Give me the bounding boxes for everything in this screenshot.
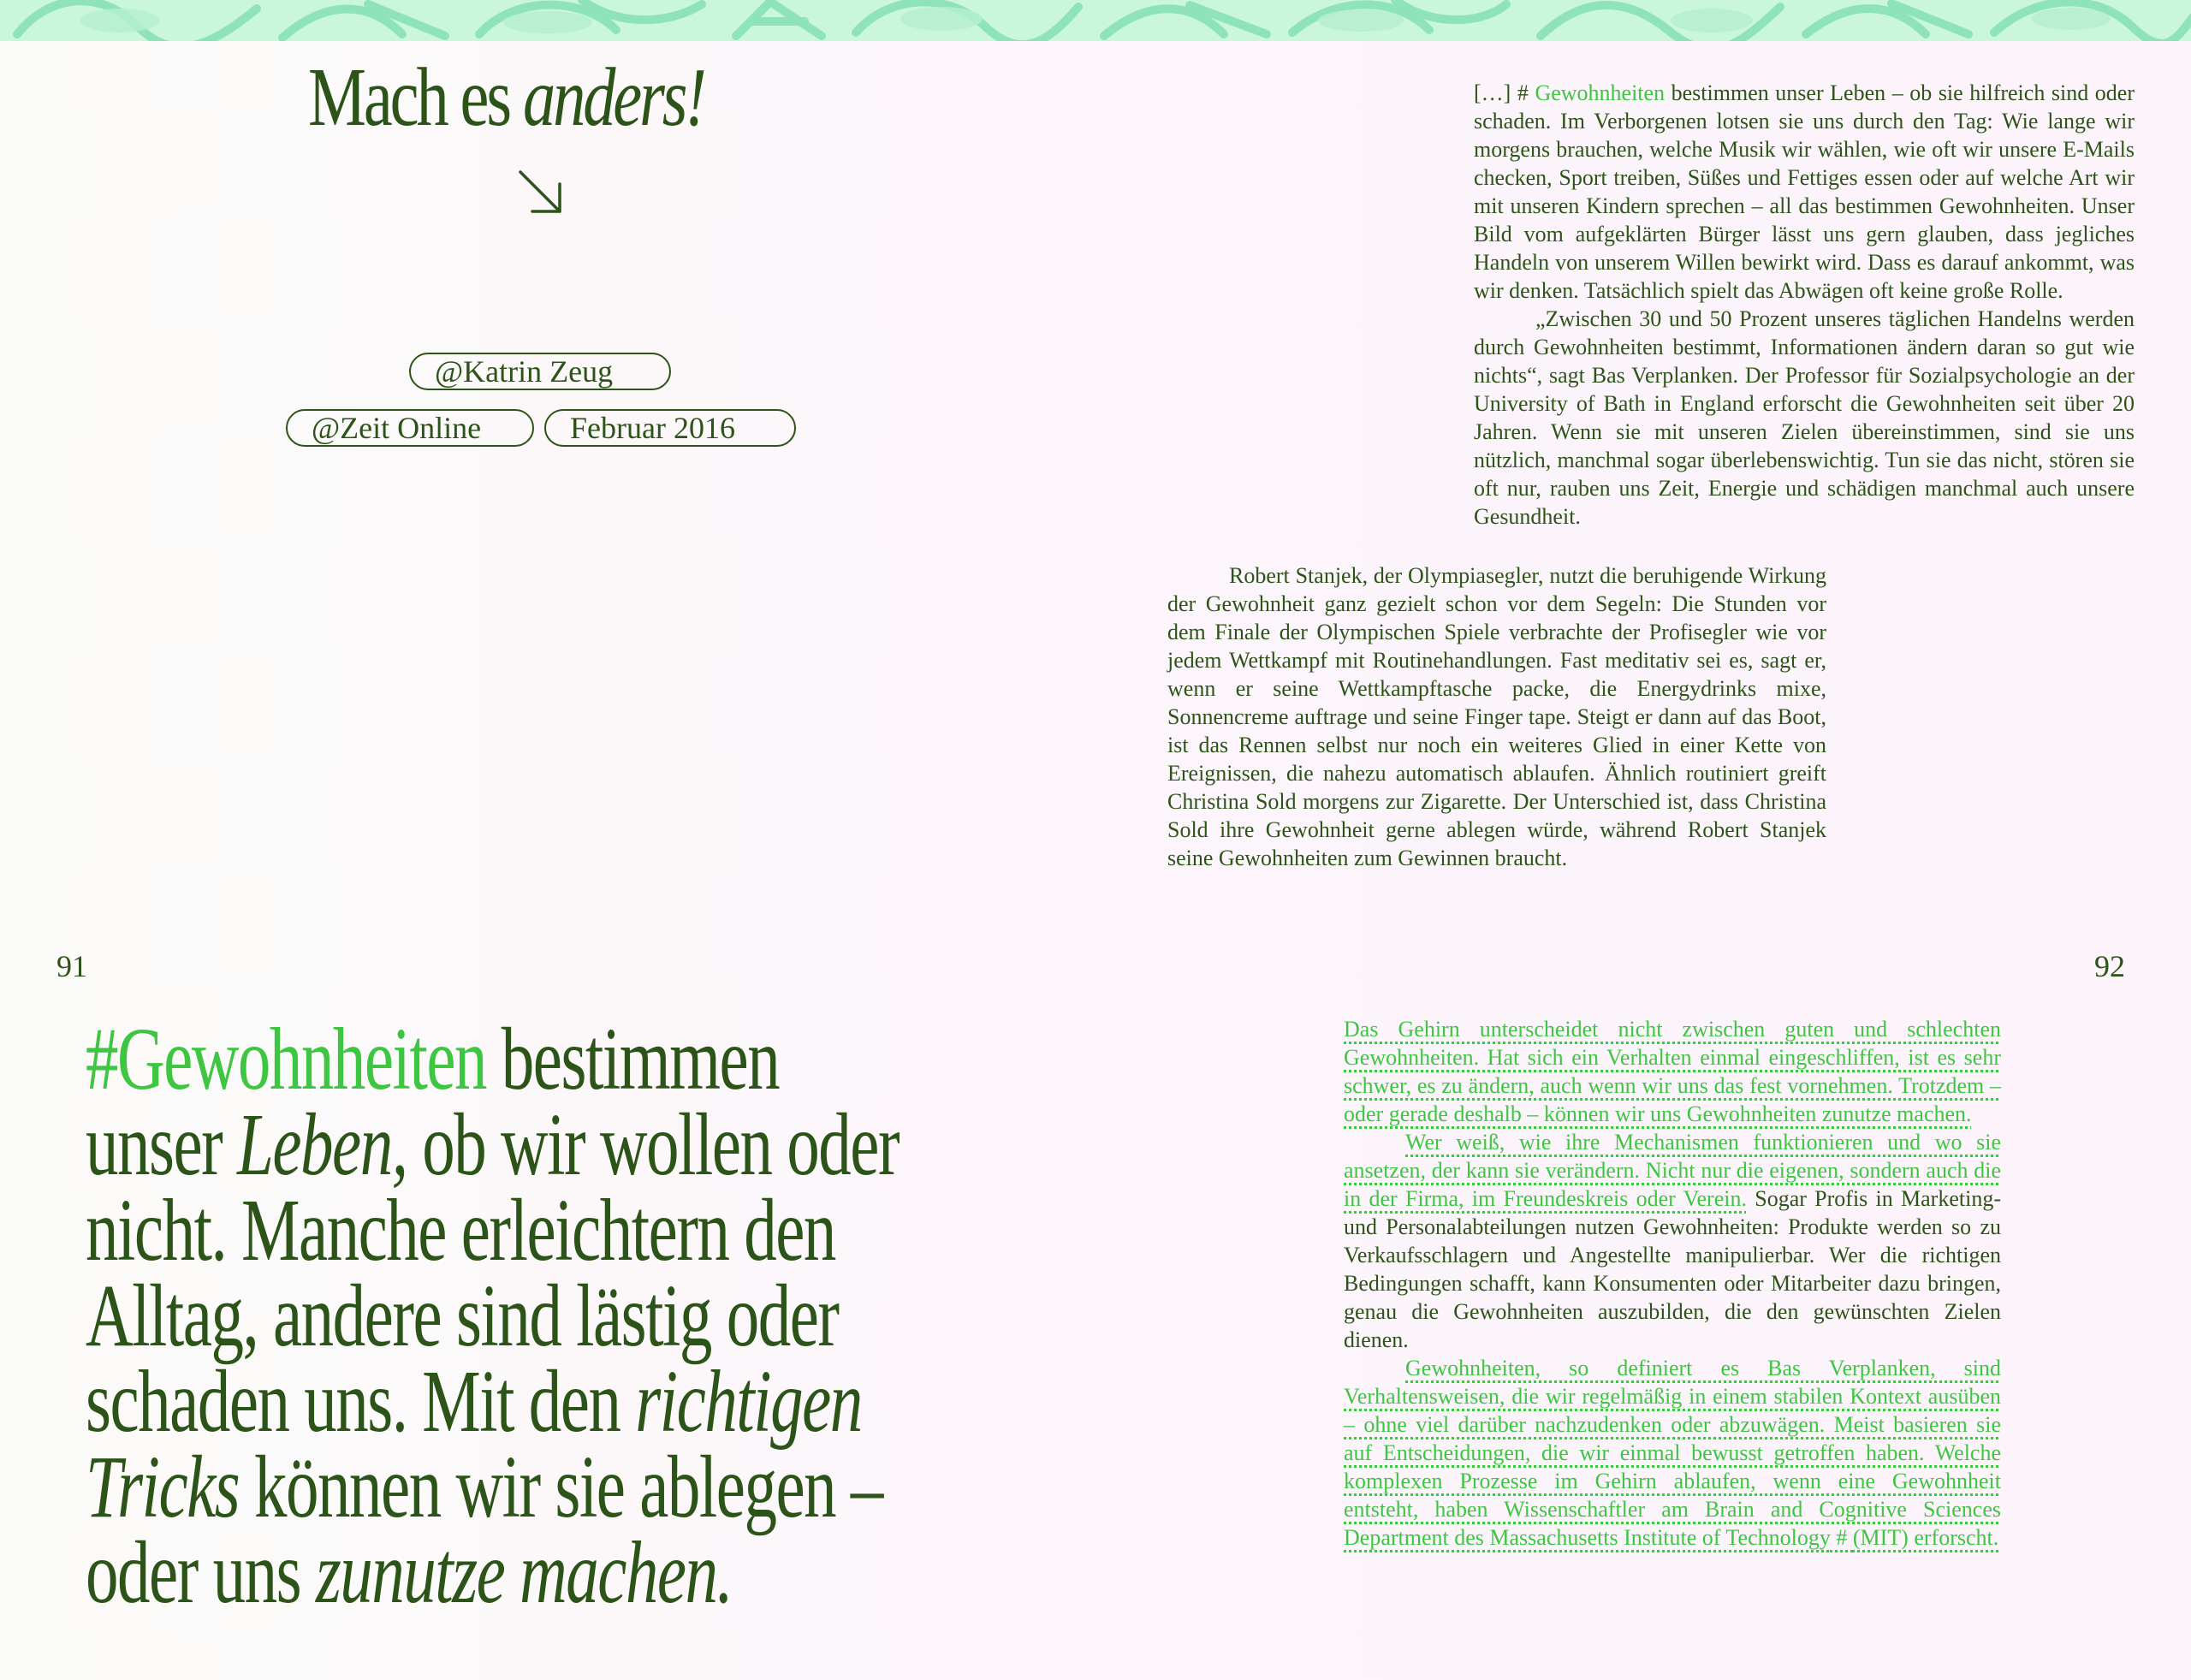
- pull-quote-italic: richtigen: [635, 1352, 862, 1451]
- article-bottom-column: [1344, 1015, 2001, 1552]
- pull-quote-text: schaden uns. Mit den: [86, 1352, 636, 1451]
- highlighted-text: (MIT) erforscht.: [1852, 1525, 1999, 1550]
- page-number-right: 92: [2094, 949, 2125, 983]
- article-paragraph: [1344, 1128, 2001, 1354]
- bracket-hash: […] #: [1474, 80, 1535, 105]
- hashtag-link[interactable]: Gewohnheiten: [1535, 80, 1666, 105]
- article-paragraph: [1474, 79, 2135, 305]
- highlighted-text: Wer weiß, wie ihre Mechanismen funktionieren und wo sie ansetzen, der kann sie verändern. Nicht nur die eigenen, sondern auch die in der Firma, im Freundeskreis oder Verein.: [1344, 1130, 2001, 1211]
- article-paragraph: „Zwischen 30 und 50 Prozent unseres täglichen Handelns werden durch Gewohnheiten bestimmt, Informationen ändern daran so gut wie nichts“, sagt Bas Verplanken. Der Professor für Sozialpsychologie an der University of Bath in England erforscht die Gewohnheiten seit über 20 Jahren. Wenn sie mit unseren Zielen übereinstimmen, sind sie uns nützlich, manchmal sogar überlebenswichtig. Tun sie das nicht, stören sie oft nur, rauben uns Zeit, Energie und schädigen manchmal auch unsere Gesundheit.: [1474, 306, 2135, 529]
- pull-quote: [86, 1010, 900, 1622]
- highlighted-text: Gewohnheiten, so definiert es Bas Verplanken, sind Verhaltensweisen, die wir regelmäßig in einem stabilen Kontext ausüben – ohne viel darüber nachzudenken oder abzuwägen. Meist basieren sie auf Entscheidungen, die wir einmal bewusst getroffen haben. Welche komplexen Prozesse im Gehirn ablaufen, wenn eine Gewohnheit entsteht, haben Wissenschaftler am Brain and Cognitive Sciences Department des Massachusetts Institute of Technology: [1344, 1356, 2001, 1550]
- pull-quote-italic: Tricks: [86, 1438, 240, 1536]
- title-main: Mach es: [308, 51, 523, 144]
- page-number-left: 91: [56, 949, 87, 983]
- highlighted-text: Das Gehirn unterscheidet nicht zwischen guten und schlechten Gewohnheiten. Hat sich ein Verhalten einmal eingeschliffen, ist es sehr schwer, es zu ändern, auch wenn wir uns das fest vornehmen. Trotzdem – oder gerade deshalb – können wir uns Gewohnheiten zunutze machen.: [1344, 1017, 2001, 1126]
- article-paragraph: [1344, 1354, 2001, 1552]
- pull-quote-line: [86, 1352, 877, 1451]
- page-title: [308, 50, 704, 145]
- article-paragraph: Robert Stanjek, der Olympiasegler, nutzt die beruhigende Wirkung der Gewohnheit ganz gezielt schon vor dem Segeln: Die Stunden vor dem Finale der Olympischen Spiele verbrachte der Profisegler wie vor jedem Wettkampf mit Routinehandlungen. Fast meditativ sei es, sagt er, wenn er seine Wettkampftasche packe, die Energydrinks mixe, Sonnencreme auftrage und seine Finger tape. Steigt er dann auf das Boot, ist das Rennen selbst nur noch ein weiteres Glied in einer Kette von Ereignissen, die nahezu automatisch ablaufen. Ähnlich routiniert greift Christina Sold morgens zur Zigarette. Der Unterschied ist, dass Christina Sold ihre Gewohnheit gerne ablegen würde, während Robert Stanjek seine Gewohnheiten zum Gewinnen braucht.: [1167, 563, 1826, 870]
- pull-quote-line: [86, 1438, 882, 1536]
- pull-quote-italic: zunutze machen.: [315, 1523, 733, 1622]
- pull-quote-text: können wir sie ablegen –: [239, 1438, 882, 1536]
- decorative-lettering-graphic: [0, 0, 2191, 41]
- pull-quote-line: Alltag, andere sind lästig oder: [86, 1267, 839, 1365]
- pull-quote-text: ob wir wollen oder: [407, 1095, 900, 1194]
- author-tag: @Katrin Zeug: [409, 353, 671, 390]
- title-italic: anders!: [522, 51, 704, 144]
- source-tag: @Zeit Online: [286, 409, 534, 447]
- article-paragraph: [1344, 1015, 2001, 1128]
- pull-quote-line: [86, 1095, 900, 1194]
- pull-quote-text: oder uns: [86, 1523, 316, 1622]
- paragraph-text: Sogar Profis in Marketing- und Personalabteilungen nutzen Gewohnheiten: Produkte werden so zu Verkaufsschlagern und Angestellte manipulierbar. Wer die richtigen Bedingungen schafft, kann Konsumenten oder Mitarbeiter dazu bringen, genau die Gewohnheiten auszubilden, die den gewünschten Zielen dienen.: [1344, 1186, 2001, 1352]
- date-tag: Februar 2016: [544, 409, 796, 447]
- paragraph-text: bestimmen unser Leben – ob sie hilfreich sind oder schaden. Im Verborgenen lotsen sie uns durch den Tag: Wie lange wir morgens brauchen, welche Musik wir wählen, wie oft wir unsere E-Mails checken, Sport treiben, Süßes und Fettiges essen oder auf welche Art wir mit unseren Kindern sprechen – all das bestimmen Gewohnheiten. Unser Bild vom aufgeklärten Bürger lässt uns gern glauben, dass jegliches Handeln von unserem Willen bewirkt wird. Dass es darauf ankommt, was wir denken. Tatsächlich spielt das Abwägen oft keine große Rolle.: [1474, 80, 2135, 303]
- hashtag-link[interactable]: #: [1830, 1525, 1853, 1550]
- article-top-column: [1474, 79, 2135, 531]
- pull-quote-text: unser: [86, 1095, 238, 1194]
- pull-quote-line: [86, 1523, 877, 1622]
- article-middle-column: [1167, 561, 1826, 872]
- pull-quote-italic: Leben,: [237, 1095, 407, 1194]
- hashtag-link[interactable]: #Gewohnheiten: [86, 1010, 487, 1108]
- pull-quote-line: nicht. Manche erleichtern den: [86, 1181, 835, 1279]
- decorative-header-band: [0, 0, 2191, 41]
- pull-quote-text: bestimmen: [486, 1010, 780, 1108]
- arrow-down-right-icon: [515, 167, 568, 220]
- pull-quote-line: [86, 1010, 877, 1108]
